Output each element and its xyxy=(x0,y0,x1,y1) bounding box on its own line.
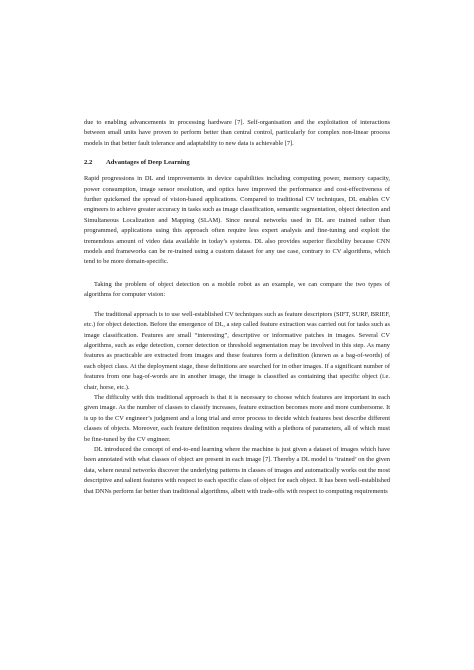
paragraph-difficulty: The difficulty with this traditional approach is that it is necessary to choose which features are important in each given image. As the number of classes to classify increases, feature extraction becomes more and more cumbersome. It is up to the CV engineer’s judgment and a long trial and error process to decide which features best describe different classes of objects. Moreover, each feature definition requires dealing with a plethora of parameters, all of which must be fine-tuned by the CV engineer. xyxy=(84,393,390,443)
paragraph-traditional: The traditional approach is to use well-established CV techniques such as feature descriptors (SIFT, SURF, BRIEF, etc.) for object detection. Before the emergence of DL, a step called feature extraction was carried out for tasks such as image classification. Features are small “interesting”, descriptive or informative patches in images. Several CV algorithms, such as edge detection, corner detection or threshold segmentation may be involved in this step. As many features as practicable are extracted from images and these features form a definition (known as a bag-of-words) of each object class. At the deployment stage, these definitions are searched for in other images. If a significant number of features from one bag-of-words are in another image, the image is classified as containing that specific object (i.e. chair, horse, etc.). xyxy=(84,310,390,391)
paragraph-intro: due to enabling advancements in processing hardware [7]. Self-organisation and the exploitation of interactions between small units have proven to perform better than central control, particularly for complex non-linear process models in that better fault tolerance and adaptability to new data is achievable [7]. xyxy=(84,119,390,147)
paragraph-end-to-end: DL introduced the concept of end-to-end learning where the machine is just given a dataset of images which have been annotated with what classes of object are present in each image [7]. Thereby a DL model is ‘trained’ on the given data, where neural networks discover the underlying patterns in classes of images and automatically works out the most descriptive and salient features with respect to each specific class of object for each object. It has been well-established that DNNs perform far better than traditional algorithms, albeit with trade-offs with respect to computing requirements xyxy=(84,445,390,495)
section-title: Advantages of Deep Learning xyxy=(106,159,190,167)
section-heading xyxy=(84,158,390,168)
section-number: 2.2 xyxy=(84,159,93,167)
paragraph-robot-example: Taking the problem of object detection on a mobile robot as an example, we can compare the two types of algorithms for computer vision: xyxy=(84,280,390,299)
paragraph-advantages: Rapid progressions in DL and improvements in device capabilities including computing power, memory capacity, power consumption, image sensor resolution, and optics have improved the performance and cost-effectiveness of further quickened the spread of vision-based applications. Compared to traditional CV techniques, DL enables CV engineers to achieve greater accuracy in tasks such as image classification, semantic segmentation, object detection and Simultaneous Localization and Mapping (SLAM). Since neural networks used in DL are trained rather than programmed, applications using this approach often require less expert analysis and fine-tuning and exploit the tremendous amount of video data available in today’s systems. DL also provides superior flexibility because CNN models and frameworks can be re-trained using a custom dataset for any use case, contrary to CV algorithms, which tend to be more domain-specific. xyxy=(84,175,390,266)
document-page xyxy=(84,118,390,497)
